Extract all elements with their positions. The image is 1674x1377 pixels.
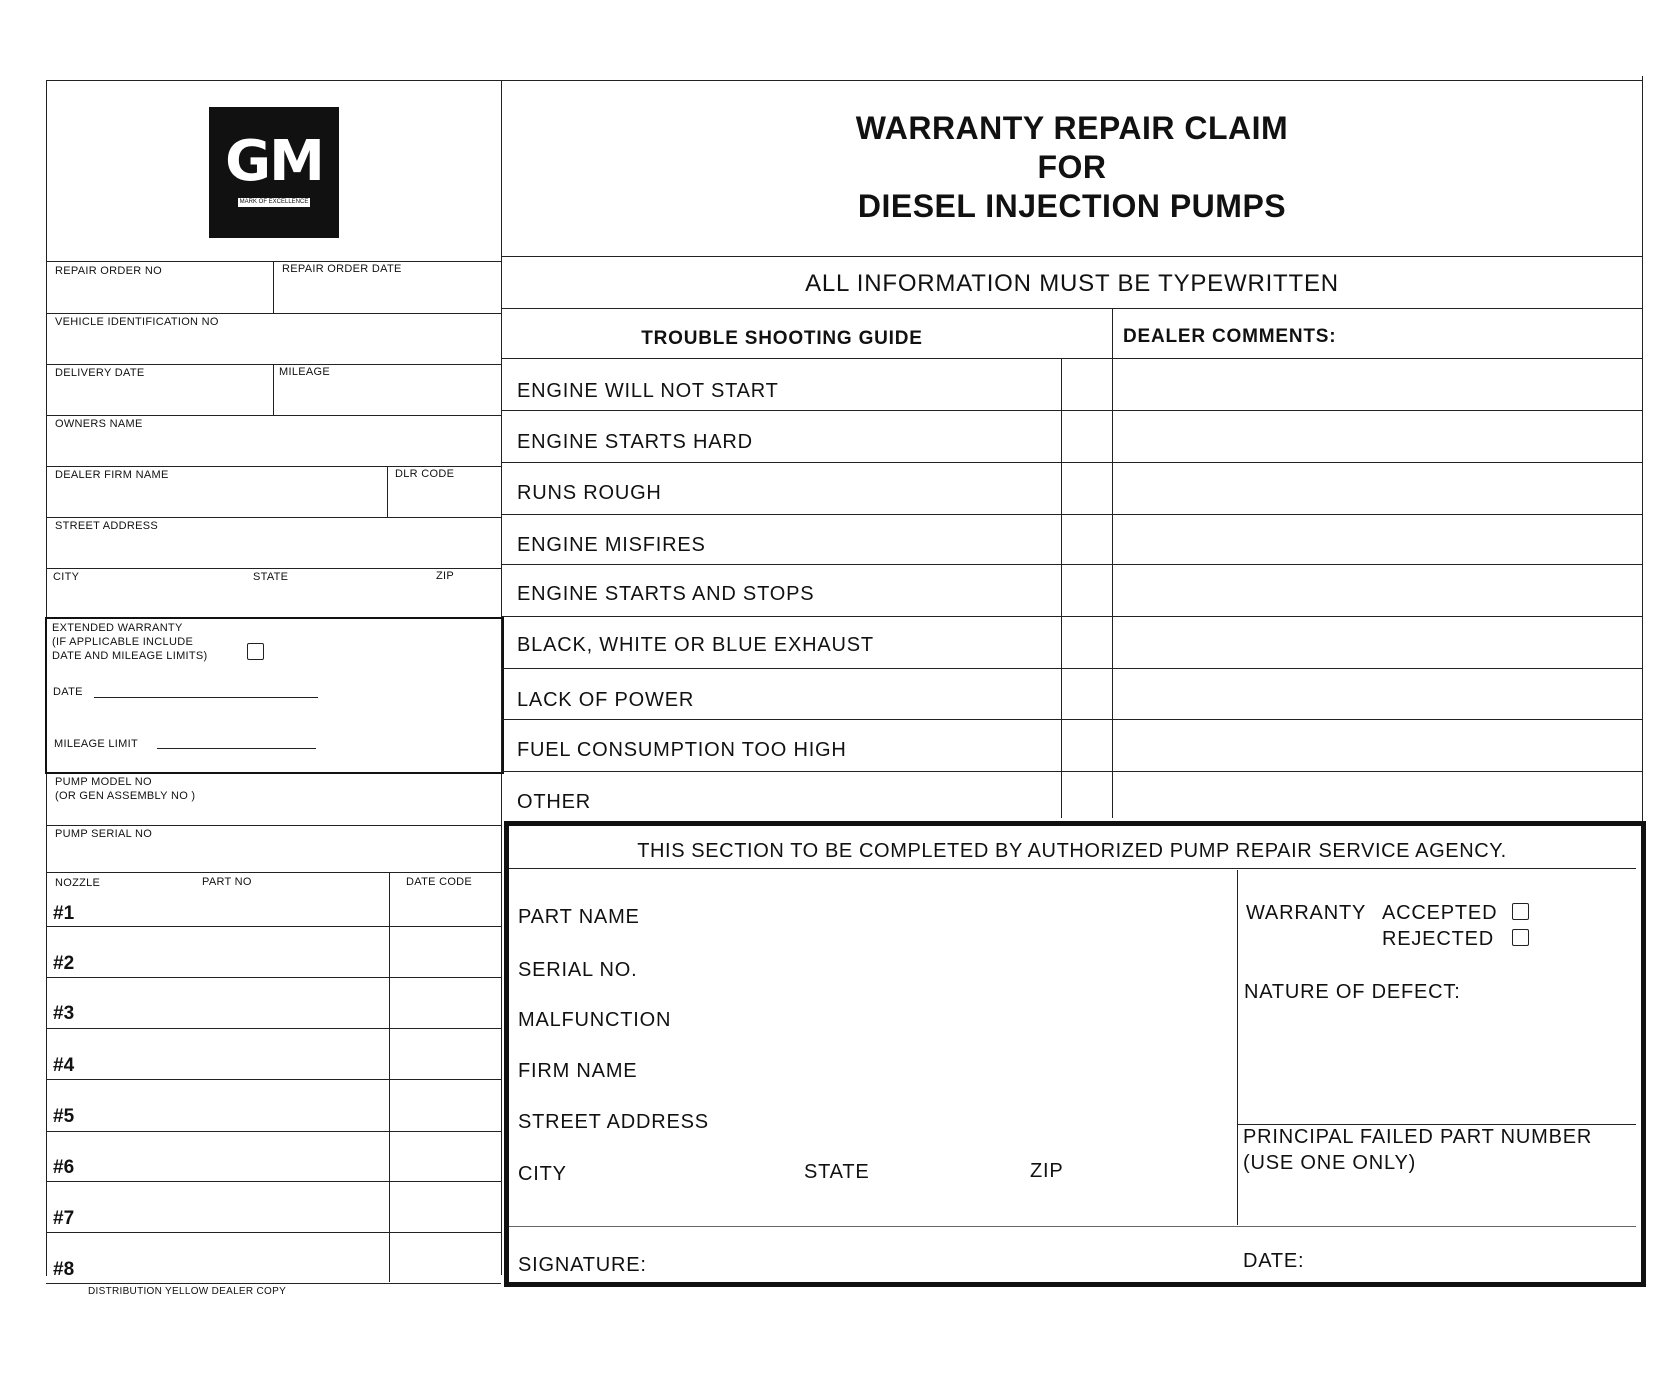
rejected-label: REJECTED xyxy=(1382,928,1494,950)
accepted-label: ACCEPTED xyxy=(1382,902,1498,924)
firm-name-label: FIRM NAME xyxy=(518,1060,638,1082)
owners-name-label: OWNERS NAME xyxy=(55,418,143,430)
extended-warranty-label-3: DATE AND MILEAGE LIMITS) xyxy=(52,650,208,662)
pump-model-label-1: PUMP MODEL NO xyxy=(55,776,152,788)
ew-mileage-limit-label: MILEAGE LIMIT xyxy=(54,738,138,750)
trouble-item-checkbox[interactable] xyxy=(1063,517,1110,563)
principal-failed-part-label-1: PRINCIPAL FAILED PART NUMBER xyxy=(1243,1126,1593,1148)
repair-order-no-field[interactable] xyxy=(50,280,270,310)
agency-city-label: CITY xyxy=(518,1163,567,1185)
trouble-item-checkbox[interactable] xyxy=(1063,722,1110,768)
vin-label: VEHICLE IDENTIFICATION NO xyxy=(55,316,219,328)
accepted-checkbox[interactable] xyxy=(1512,903,1529,920)
trouble-item-label: RUNS ROUGH xyxy=(517,482,662,504)
nozzle-number: #2 xyxy=(53,953,75,974)
date-code-label: DATE CODE xyxy=(406,876,473,888)
repair-order-date-label: REPAIR ORDER DATE xyxy=(282,263,402,275)
trouble-item-label: LACK OF POWER xyxy=(517,689,695,711)
firm-name-field[interactable] xyxy=(640,1053,1230,1087)
trouble-item-checkbox[interactable] xyxy=(1063,465,1110,511)
part-name-field[interactable] xyxy=(640,900,1230,934)
form-title-line1: WARRANTY REPAIR CLAIM xyxy=(855,110,1289,146)
nature-of-defect-field[interactable] xyxy=(1242,1010,1630,1120)
agency-street-address-label: STREET ADDRESS xyxy=(518,1111,709,1133)
nozzle-number: #5 xyxy=(53,1106,75,1127)
nozzle-label: NOZZLE xyxy=(55,877,101,889)
ew-date-label: DATE xyxy=(53,686,83,698)
agency-date-field[interactable] xyxy=(1312,1236,1630,1272)
serial-no-label: SERIAL NO. xyxy=(518,959,638,981)
nozzle-number: #8 xyxy=(53,1259,75,1280)
extended-warranty-label-2: (IF APPLICABLE INCLUDE xyxy=(52,636,194,648)
agency-state-field[interactable] xyxy=(880,1156,1020,1190)
typewritten-notice: ALL INFORMATION MUST BE TYPEWRITTEN xyxy=(805,270,1339,297)
gm-logo-text: GM xyxy=(225,129,323,194)
nozzle-number: #1 xyxy=(53,903,75,924)
city-label: CITY xyxy=(53,571,80,583)
agency-state-label: STATE xyxy=(804,1161,870,1183)
nozzle-number: #6 xyxy=(53,1157,75,1178)
vin-field[interactable] xyxy=(50,332,498,362)
agency-zip-field[interactable] xyxy=(1070,1156,1230,1190)
part-no-label: PART NO xyxy=(202,876,252,888)
malfunction-field[interactable] xyxy=(690,1002,1230,1036)
distribution-note: DISTRIBUTION YELLOW DEALER COPY xyxy=(88,1286,287,1297)
signature-field[interactable] xyxy=(650,1236,1230,1272)
nozzle-number: #3 xyxy=(53,1003,75,1024)
rejected-checkbox[interactable] xyxy=(1512,929,1529,946)
extended-warranty-label-1: EXTENDED WARRANTY xyxy=(52,622,183,634)
form-title-line2: FOR xyxy=(1037,149,1107,185)
signature-label: SIGNATURE: xyxy=(518,1254,647,1276)
agency-street-address-field[interactable] xyxy=(720,1104,1230,1138)
pump-model-field[interactable] xyxy=(50,805,498,823)
trouble-item-label: OTHER xyxy=(517,791,591,813)
repair-order-no-label: REPAIR ORDER NO xyxy=(55,265,162,277)
street-address-label: STREET ADDRESS xyxy=(55,520,159,532)
trouble-item-checkbox[interactable] xyxy=(1063,362,1110,408)
dealer-comments-label: DEALER COMMENTS: xyxy=(1123,326,1337,347)
principal-failed-part-field[interactable] xyxy=(1242,1180,1630,1222)
extended-warranty-checkbox[interactable] xyxy=(247,643,264,660)
nozzle-number: #7 xyxy=(53,1208,75,1229)
trouble-item-label: BLACK, WHITE OR BLUE EXHAUST xyxy=(517,634,874,656)
gm-logo-subtext: MARK OF EXCELLENCE xyxy=(239,199,309,205)
trouble-item-checkbox[interactable] xyxy=(1063,774,1110,818)
trouble-guide-heading: TROUBLE SHOOTING GUIDE xyxy=(641,328,923,349)
agency-city-field[interactable] xyxy=(578,1156,788,1190)
ew-date-field[interactable] xyxy=(94,681,318,698)
dlr-code-field[interactable] xyxy=(391,484,498,514)
pump-serial-label: PUMP SERIAL NO xyxy=(55,828,153,840)
zip-label: ZIP xyxy=(436,570,455,582)
delivery-date-field[interactable] xyxy=(50,382,270,412)
form-title-line3: DIESEL INJECTION PUMPS xyxy=(857,188,1287,224)
nature-of-defect-label: NATURE OF DEFECT: xyxy=(1244,981,1461,1003)
pump-serial-field[interactable] xyxy=(50,843,498,869)
mileage-field[interactable] xyxy=(278,382,498,412)
pump-model-label-2: (OR GEN ASSEMBLY NO ) xyxy=(55,790,196,802)
dealer-comments-field[interactable] xyxy=(1116,362,1638,816)
trouble-item-checkbox[interactable] xyxy=(1063,619,1110,665)
trouble-item-label: FUEL CONSUMPTION TOO HIGH xyxy=(517,739,847,761)
trouble-item-label: ENGINE WILL NOT START xyxy=(517,380,779,402)
trouble-item-label: ENGINE STARTS HARD xyxy=(517,431,753,453)
owners-name-field[interactable] xyxy=(50,434,498,464)
agency-zip-label: ZIP xyxy=(1030,1160,1064,1182)
delivery-date-label: DELIVERY DATE xyxy=(55,367,145,379)
ew-mileage-limit-field[interactable] xyxy=(157,732,316,749)
principal-failed-part-label-2: (USE ONE ONLY) xyxy=(1243,1152,1417,1174)
dlr-code-label: DLR CODE xyxy=(395,468,455,480)
serial-no-field[interactable] xyxy=(640,952,1230,986)
gm-logo xyxy=(209,107,339,238)
dealer-firm-name-field[interactable] xyxy=(50,484,384,514)
dealer-firm-name-label: DEALER FIRM NAME xyxy=(55,469,169,481)
mileage-label: MILEAGE xyxy=(279,366,331,378)
trouble-item-label: ENGINE STARTS AND STOPS xyxy=(517,583,815,605)
trouble-item-label: ENGINE MISFIRES xyxy=(517,534,706,556)
part-name-label: PART NAME xyxy=(518,906,640,928)
trouble-item-checkbox[interactable] xyxy=(1063,413,1110,459)
malfunction-label: MALFUNCTION xyxy=(518,1009,672,1031)
nozzle-number: #4 xyxy=(53,1055,75,1076)
street-address-field[interactable] xyxy=(50,536,498,564)
agency-heading: THIS SECTION TO BE COMPLETED BY AUTHORIZED PUMP REPAIR SERVICE AGENCY. xyxy=(637,840,1507,862)
agency-date-label: DATE: xyxy=(1243,1250,1305,1272)
city-state-zip-field[interactable] xyxy=(50,586,498,614)
trouble-item-checkbox[interactable] xyxy=(1063,671,1110,717)
repair-order-date-field[interactable] xyxy=(278,280,498,310)
state-label: STATE xyxy=(253,571,289,583)
trouble-item-checkbox[interactable] xyxy=(1063,567,1110,613)
warranty-label: WARRANTY xyxy=(1246,902,1367,924)
